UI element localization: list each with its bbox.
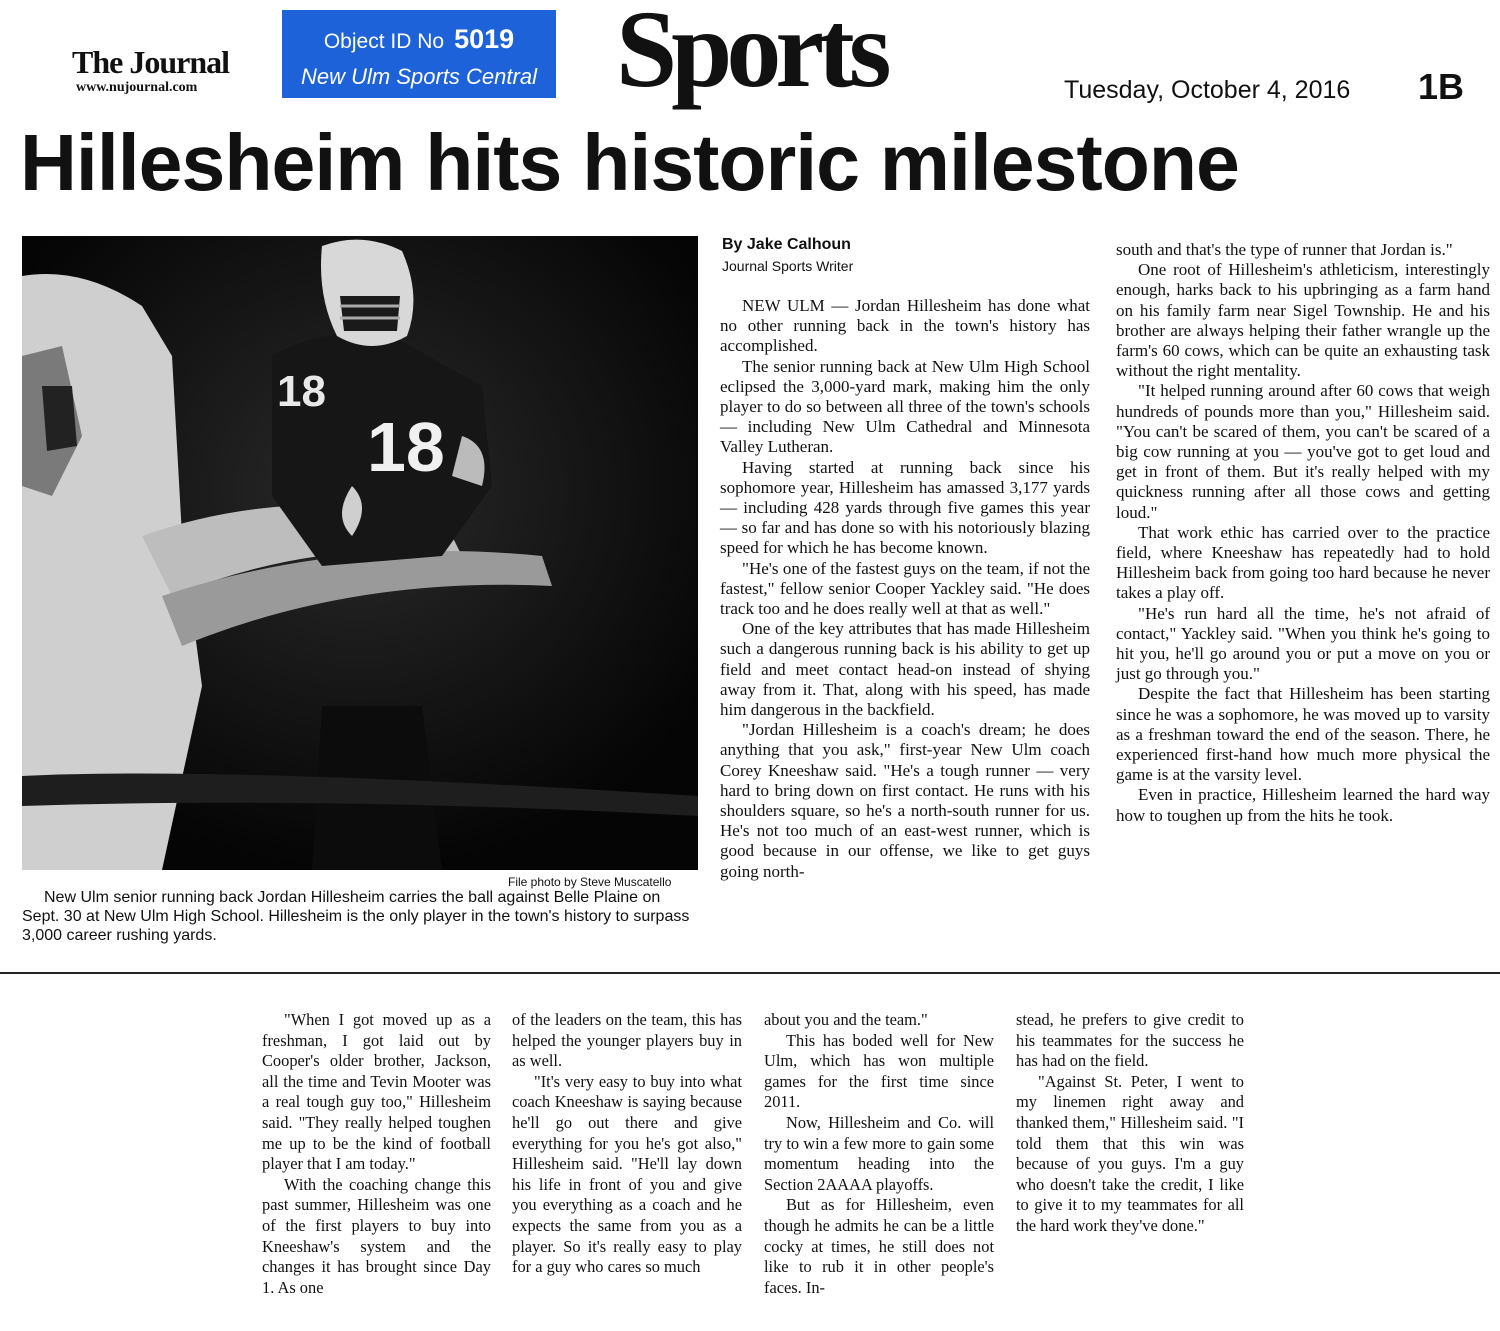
paragraph: One root of Hillesheim's athleticism, interestingly enough, harks back to his upbringing as a farm hand on his family farm near Sigel Township. He and his brother are always helping their father wrangle up the farm's 60 cows, which can be quite an exhausting task without the right mentality. — [1116, 260, 1490, 381]
paragraph: The senior running back at New Ulm High School eclipsed the 3,000-yard mark, making him the only player to do so between all three of the town's schools — including New Ulm Cathedral and Minnesota Valley Lutheran. — [720, 356, 1090, 457]
paragraph: One of the key attributes that has made Hillesheim such a dangerous running back is his ability to get up field and meet contact head-on instead of shying away from it. That, along with his speed, has made him dangerous in the backfield. — [720, 619, 1090, 720]
paragraph: "It helped running around after 60 cows that weigh hundreds of pounds more than you," Hillesheim said. "You can't be scared of them, you can't be scared of a big cow running at you — you've got to get loud and get in front of them. But it's really helped with my quickness running after all those cows and getting loud." — [1116, 381, 1490, 522]
jersey-number-sleeve: 18 — [277, 367, 326, 416]
section-title: Sports — [616, 0, 886, 110]
paragraph: "Against St. Peter, I went to my linemen right away and thanked them," Hillesheim said. "I told them that this win was because of you guys. I'm a guy who doesn't take the credit, I like to give it to my teammates for all the hard work they've done." — [1016, 1071, 1244, 1235]
paragraph: "He's run hard all the time, he's not afraid of contact," Yackley said. "When you think he's going to hit you, he'll go around you or put a move on you or just go through you." — [1116, 603, 1490, 684]
paragraph: stead, he prefers to give credit to his teammates for the success he has had on the field. — [1016, 1010, 1244, 1071]
jersey-number-front: 18 — [367, 408, 445, 486]
byline-role: Journal Sports Writer — [722, 258, 854, 274]
paragraph: "He's one of the fastest guys on the team, if not the fastest," fellow senior Cooper Yackley said. "He does track too and he does really well at that as well." — [720, 558, 1090, 619]
article-column-2 — [1116, 240, 1490, 826]
paragraph: With the coaching change this past summer, Hillesheim was one of the first players to buy into Kneeshaw's system and the changes it has brought since Day 1. As one — [262, 1174, 491, 1297]
stamp-line-1 — [282, 24, 556, 55]
page-number: 1B — [1418, 66, 1465, 107]
article-column-1 — [720, 296, 1090, 882]
continuation-column-3 — [764, 1010, 994, 1298]
masthead-name: The Journal — [72, 44, 230, 80]
photo-illustration — [22, 236, 698, 870]
paragraph: Despite the fact that Hillesheim has been starting since he was a sophomore, he was moved up to varsity as a freshman toward the end of the season. There, he experienced first-hand how much more physical the game is at the varsity level. — [1116, 684, 1490, 785]
paragraph: Now, Hillesheim and Co. will try to win a few more to gain some momentum heading into the Section 2AAAA playoffs. — [764, 1112, 994, 1194]
object-id-stamp — [282, 10, 556, 98]
paragraph: about you and the team." — [764, 1010, 928, 1029]
paragraph: But as for Hillesheim, even though he admits he can be a little cocky at times, he still does not like to rub it in other people's faces. In- — [764, 1195, 994, 1297]
masthead-url: www.nujournal.com — [76, 80, 198, 95]
paragraph: That work ethic has carried over to the practice field, where Kneeshaw has repeatedly had to hold Hillesheim back from going too hard because he never takes a play off. — [1116, 522, 1490, 603]
stamp-id: 5019 — [454, 24, 515, 54]
photo-credit: File photo by Steve Muscatello — [508, 875, 672, 889]
paragraph: This has boded well for New Ulm, which has won multiple games for the first time since 2011. — [764, 1030, 994, 1112]
paragraph: "It's very easy to buy into what coach Kneeshaw is saying because he'll go out there and give everything for you he's got also," Hillesheim said. "He'll lay down his life in front of you and give you everything as a coach and he expects the same from you as a player. So it's really easy to play for a guy who cares so much — [512, 1071, 742, 1277]
paragraph: "Jordan Hillesheim is a coach's dream; he does anything that you ask," first-year New Ulm coach Corey Kneeshaw said. "He's a tough runner — very hard to bring down on first contact. He runs with his shoulders square, so he's a north-south runner for us. He's not too much of an east-west runner, which is good because in our offense, we like to get guys going north- — [720, 720, 1090, 881]
paragraph: NEW ULM — Jordan Hillesheim has done what no other running back in the town's history has accomplished. — [720, 296, 1090, 356]
continuation-column-1 — [262, 1010, 491, 1298]
paragraph: south and that's the type of runner that Jordan is." — [1116, 240, 1453, 259]
issue-date: Tuesday, October 4, 2016 — [1064, 76, 1351, 104]
byline-author: By Jake Calhoun — [722, 236, 851, 253]
continuation-column-4 — [1016, 1010, 1244, 1237]
paragraph: "When I got moved up as a freshman, I got laid out by Cooper's older brother, Jackson, all the time and Tevin Mooter was a real tough guy too," Hillesheim said. "They really helped toughen me up to be the kind of football player that I am today." — [262, 1010, 491, 1174]
stamp-source: New Ulm Sports Central — [301, 64, 537, 89]
page-divider — [0, 972, 1500, 974]
continuation-column-2 — [512, 1010, 742, 1278]
headline: Hillesheim hits historic milestone — [20, 118, 1239, 207]
paragraph: of the leaders on the team, this has helped the younger players buy in as well. — [512, 1010, 742, 1071]
paragraph: Even in practice, Hillesheim learned the hard way how to toughen up from the hits he took. — [1116, 785, 1490, 825]
photo-caption: New Ulm senior running back Jordan Hillesheim carries the ball against Belle Plaine on Sept. 30 at New Ulm High School. Hillesheim is the only player in the town's history to surpass 3,000 career rushing yards. — [22, 889, 690, 944]
paragraph: Having started at running back since his sophomore year, Hillesheim has amassed 3,177 yards — including 428 yards through five games this year — so far and has done so with his notoriously blazing speed for which he has become known. — [720, 457, 1090, 558]
photo-football-player — [22, 236, 698, 870]
stamp-label: Object ID No — [323, 30, 445, 53]
